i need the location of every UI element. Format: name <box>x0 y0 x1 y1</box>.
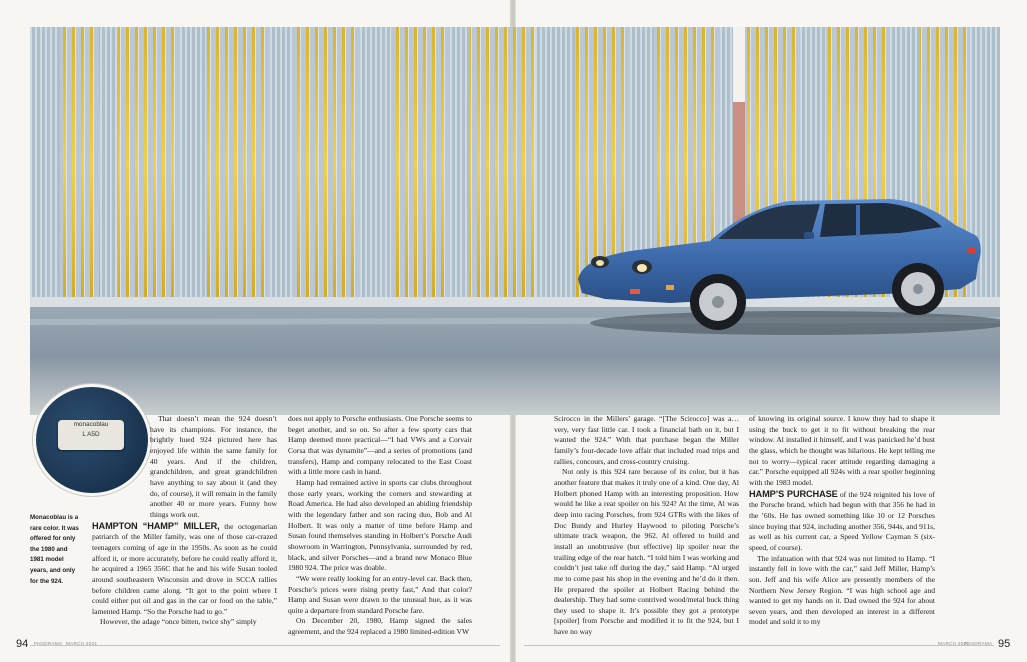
right-folio-date: MARCH 2021 <box>938 641 970 646</box>
paragraph-hamp-miller <box>92 521 277 618</box>
left-folio-label: PANORAMA <box>34 641 63 646</box>
right-folio-label: PANORAMA <box>964 641 993 646</box>
left-footer-rule <box>30 645 500 646</box>
article-column-3 <box>554 414 739 636</box>
photo-caption: Monacoblau is a rare color. It was offered for only the 1980 and 1981 model years, and only for the 924. <box>30 514 79 585</box>
paragraph-rare-feature: Not only is this 924 rare because of its color, but it has another feature that makes it truly one of a kind. One day, Al Holbert phoned Hamp with an interesting proposition. How would he like a rear spoiler on his 924? At the time, Al was deep into racing Porsches, from 924 GTRs with the likes of Doc Bundy and Hurley Haywood to piloting Porsche’s ultimate track weapon, the 962. Al offered to build and install an unobtrusive (but effective) lip spoiler near the trailing edge of the rear hatch. “I told him I was working and couldn’t just take off during the day,” said Hamp. “Al urged me to come past his shop in the evening and he’d do it then. He prepared the spoiler at Holbert Racing behind the dealership. They had some contrived wood/metal buck thing they used to shape it. It’s possible they got a prototype [spoiler] from Porsche and modified it to fit the 924, but I have no way <box>554 467 739 637</box>
paragraph-december: On December 20, 1980, Hamp signed the sales agreement, and the 924 replaced a 1980 limited-edition VW <box>288 616 472 637</box>
paragraph-scirocco: Scirocco in the Millers’ garage. “[The Scirocco] was a… very, very fast little car. I took a financial bath on it, but I wanted the 924.” With that purchase began the Miller family’s four-decade love affair that included road trips and rallies, concours, and cross-country cruising. <box>554 414 739 466</box>
article-column-4 <box>749 414 935 636</box>
paragraph-hamps-purchase-text: of the 924 reignited his love of the Porsche brand, which had begun with that 356 he had in the ’60s. He has owned something like 10 or 12 Porsches since buying that 924, including another 356, 944s, and 911s, as well as his current car, a Speed Yellow Cayman S (six-speed, of course). <box>749 489 935 552</box>
left-page-number: 94 <box>16 638 29 650</box>
article-column-2 <box>288 414 472 636</box>
plate-line-2: L A5D <box>82 431 100 438</box>
hero-photo-porsche-924 <box>30 27 1000 415</box>
paragraph-adage: However, the adage “once bitten, twice shy” simply <box>100 617 257 627</box>
lead-in-hamp-miller: HAMPTON “HAMP” MILLER, <box>92 520 220 531</box>
right-footer-rule <box>524 645 994 646</box>
paragraph-entry-level: “We were really looking for an entry-level car. Back then, Porsche’s prices were rising pretty fast,” And that color? Hamp and Susan were drawn to the unusual hue, as it was quite a departure from standard Porsche fare. <box>288 573 472 615</box>
paragraph-hamps-purchase <box>749 489 935 554</box>
paragraph-intro: That doesn’t mean the 924 doesn’t have its champions. For instance, the brightly hued 924 pictured here has enjoyed life within the same family for 40 years. And if the children, grandchildren, and great grandchildren have anything to say about it (and they do, of course), it will remain in the family another 40 or more years. Funny how things work out. <box>150 414 277 519</box>
right-page-number: 95 <box>998 638 1011 650</box>
plate-line-1: monacoblau <box>73 421 109 428</box>
lead-in-hamps-purchase: HAMP’S PURCHASE <box>749 488 838 499</box>
article-column-1 <box>92 414 277 636</box>
left-folio-date: MARCH 2021 <box>66 641 98 646</box>
paragraph-infatuation: The infatuation with that 924 was not limited to Hamp. “I instantly fell in love with the car,” said Jeff Miller, Hamp’s son. Jeff and his wife Alice are presently members of the Northern New Jersey Region. “I was high school age and wanted to get my hands on it. Dad owned the 924 for about seven years, and then developed an interest in a different model and sold it to my <box>749 553 935 627</box>
paragraph-beget: does not apply to Porsche enthusiasts. One Porsche seems to beget another, and so on. So after a few sporty cars that Hamp deemed more practical—“I had VWs and a Corvair Corsa that was dynamite”—and a series of promotions (and transfers), Hamp and company relocated to the East Coast with a little more cash in hand. <box>288 414 472 477</box>
paragraph-hamp-miller-text: the octogenarian patriarch of the Miller family, was one of those car-crazed teenagers coming of age in the 1950s. As soon as he could afford it, or more accurately, before he could really afford it, he acquired a 1965 356C that he and his wife Susan tooled around southeastern Wisconsin and drove in SCCA rallies before children came along. “It got to the point where I could either put oil and gas in the car or food on the table,” lamented Hamp. “So the Porsche had to go.” <box>92 521 278 616</box>
paragraph-sports-car-clubs: Hamp had remained active in sports car clubs throughout those early years, working the corners and stewarding at Road America. He had also developed an abiding friendship with the legendary father and son racing duo, Bob and Al Holbert. It was only a matter of time before Hamp and Susan found themselves standing in Holbert’s Porsche Audi showroom in Warrington, Pennsylvania, surrounded by red, black, and silver Porsches—and a brand new Monaco Blue 1980 924. The price was doable. <box>288 477 472 573</box>
paragraph-original-source: of knowing its original source. I know they had to shape it using the buck to get it to fit without breaking the rear window. Al installed it himself, and I was panicked he’d bust the glass, which he thought was hilarious. He kept telling me not to worry—typical racer attitude regarding damaging a car.” Porsche equipped all 924s with a rear spoiler beginning with the 1983 model. <box>749 414 935 487</box>
